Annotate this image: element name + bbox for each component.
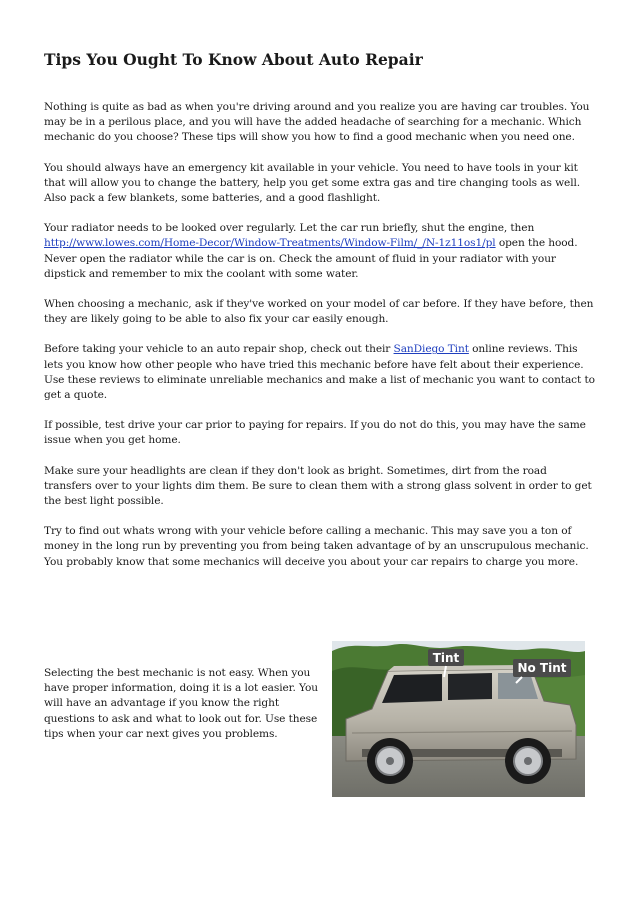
page-title: Tips You Ought To Know About Auto Repair [44, 50, 423, 69]
rear-hub [524, 757, 532, 765]
closing-section [44, 641, 604, 801]
paragraph-radiator-text-end: open the hood. Never open the radiator while the car is on. Check the amount of fluid in your radiator with your dipstick and remember to mix the coolant with some water. [44, 237, 578, 280]
tinted-window-middle [448, 673, 492, 700]
paragraph-model-experience: When choosing a mechanic, ask if they've worked on your model of car before. If they have before, then they are likely going to be able to also fix your car easily enough. [44, 298, 594, 326]
paragraph-reviews-text-start: Before taking your vehicle to an auto repair shop, check out their [44, 343, 394, 356]
paragraph-radiator-text-start: Your radiator needs to be looked over regularly. Let the car run briefly, shut the engine, then [44, 222, 535, 235]
tinted-hummer-photo [332, 641, 585, 797]
paragraph-radiator [44, 221, 596, 282]
lowes-window-film-link[interactable]: http://www.lowes.com/Home-Decor/Window-Treatments/Window-Film/_/N-1z11os1/pl [44, 237, 496, 250]
paragraph-emergency-kit: You should always have an emergency kit available in your vehicle. You need to have tools in your kit that will allow you to change the battery, help you get some extra gas and tire changing tools as well. Also pack a few blankets, some batteries, and a good flashlight. [44, 161, 581, 205]
article-body [44, 100, 596, 585]
paragraph-reviews-text-end: online reviews. This lets you know how other people who have tried this mechanic before have felt about their experience. Use these reviews to eliminate unreliable mechanics and make a list of mechanic you want to contact to get a quote. [44, 343, 595, 402]
front-hub [386, 757, 394, 765]
paragraph-diagnose-first: Try to find out whats wrong with your vehicle before calling a mechanic. This may save you a ton of money in the long run by preventing you from being taken advantage of by an unscrupulous mechanic. You probably know that some mechanics will deceive you about your car repairs to charge you more. [44, 525, 589, 568]
hummer-illustration [332, 641, 585, 797]
paragraph-reviews [44, 342, 596, 403]
tint-label: Tint [432, 651, 460, 665]
paragraph-intro: Nothing is quite as bad as when you're driving around and you realize you are having car troubles. You may be in a perilous place, and you will have the added headache of searching for a mechanic. Which mechanic do you choose? These tips will show you how to find a good mechanic when you need one. [44, 101, 590, 144]
paragraph-headlights: Make sure your headlights are clean if they don't look as bright. Sometimes, dirt from the road transfers over to your lights dim them. Be sure to clean them with a strong glass solvent in order to get the best light possible. [44, 464, 592, 508]
paragraph-test-drive: If possible, test drive your car prior to paying for repairs. If you do not do this, you may have the same issue when you get home. [44, 419, 586, 447]
no-tint-label: No Tint [517, 661, 567, 675]
paragraph-closing: Selecting the best mechanic is not easy. When you have proper information, doing it is a lot easier. You will have an advantage if you know the right questions to ask and what to look out for. Use these tips when your car next gives you problems. [44, 667, 318, 740]
sandiego-tint-link[interactable]: SanDiego Tint [393, 343, 469, 356]
